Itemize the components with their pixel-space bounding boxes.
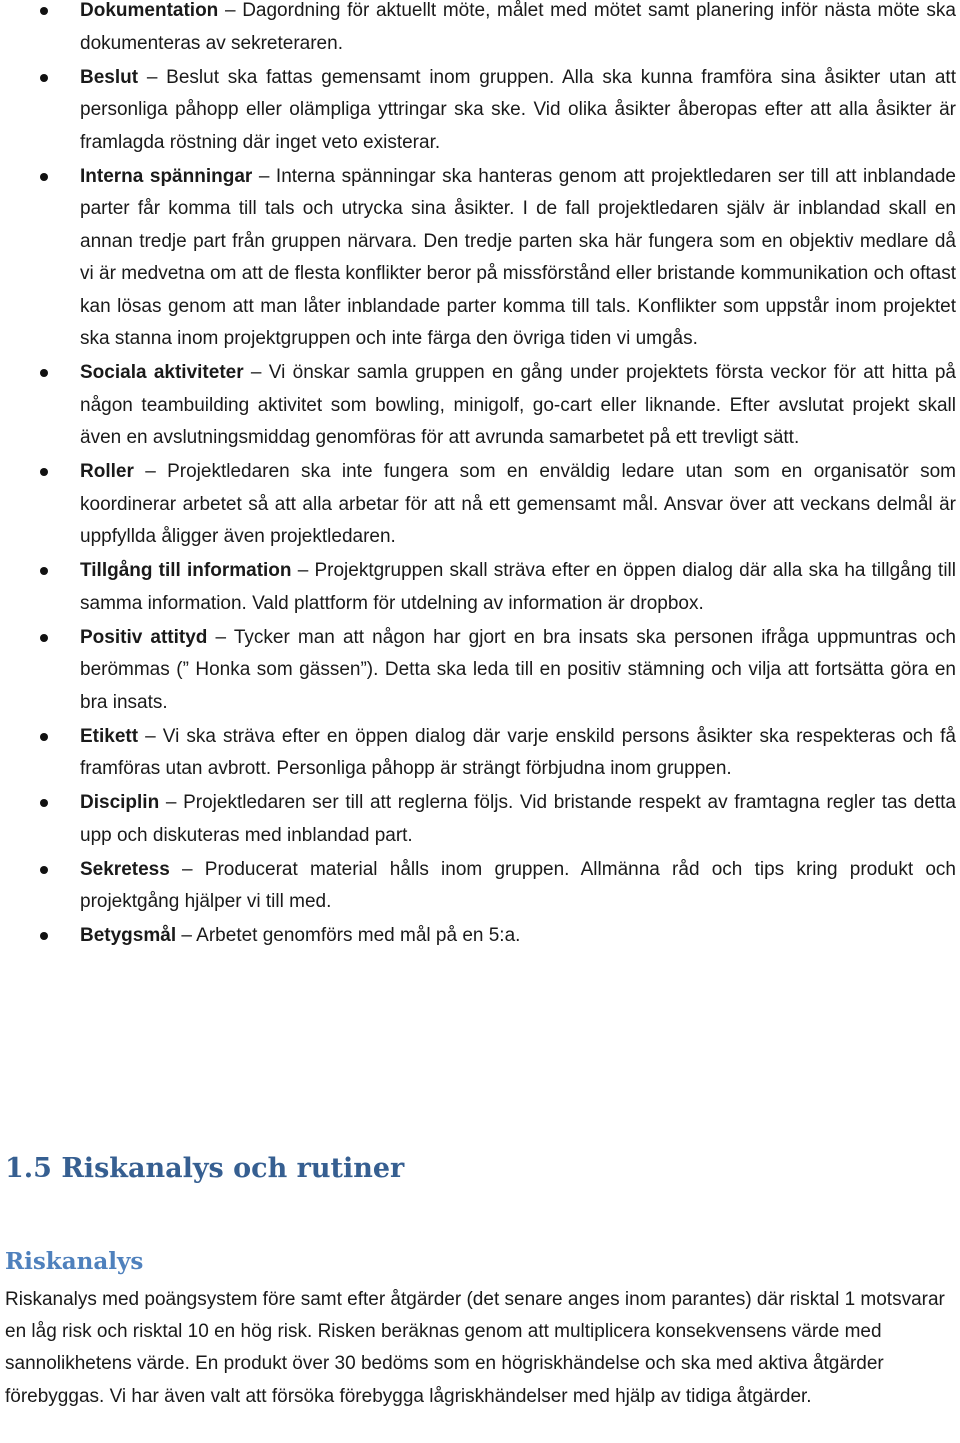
rule-term: Betygsmål bbox=[80, 925, 177, 946]
bullet-icon bbox=[40, 866, 48, 874]
rule-term: Dokumentation bbox=[80, 0, 219, 21]
section-heading: 1.5 Riskanalys och rutiner bbox=[5, 1153, 405, 1184]
bullet-icon bbox=[40, 369, 48, 377]
subsection-heading: Riskanalys bbox=[5, 1248, 144, 1275]
list-item bbox=[0, 161, 960, 356]
rule-term: Roller bbox=[80, 461, 134, 482]
rule-text: – Projektledaren ska inte fungera som en enväldig ledare utan som en organisatör som koordinerar arbetet så att alla arbetar för att nå ett gemensamt mål. Ansvar över att veckans delmål är uppfyllda åligger även projektledaren. bbox=[80, 461, 956, 547]
bullet-icon bbox=[40, 733, 48, 741]
bullet-icon bbox=[40, 932, 48, 940]
rule-term: Etikett bbox=[80, 725, 139, 747]
list-item bbox=[0, 62, 960, 160]
bullet-icon bbox=[40, 7, 48, 15]
rule-text: – Beslut ska fattas gemensamt inom gruppen. Alla ska kunna framföra sina åsikter utan att personliga påhopp eller olämpliga yttringar ska ske. Vid olika åsikter åberopas efter att alla åsikter är framlagda röstning där inget veto existerar. bbox=[80, 66, 956, 153]
bullet-icon bbox=[40, 74, 48, 82]
bullet-icon bbox=[40, 468, 48, 476]
bullet-icon bbox=[40, 567, 48, 575]
rule-text: – Dagordning för aktuellt möte, målet med mötet samt planering inför nästa möte ska dokumenteras av sekreteraren. bbox=[80, 0, 956, 54]
bullet-icon bbox=[40, 173, 48, 181]
list-item bbox=[0, 622, 960, 720]
list-item bbox=[0, 357, 960, 455]
body-paragraph: Riskanalys med poängsystem före samt efter åtgärder (det senare anges inom parantes) där risktal 1 motsvarar en låg risk och risktal 10 en hög risk. Risken beräknas genom att multiplicera konsekvensens värde med sannolikhetens värde. En produkt över 30 bedöms som en högriskhändelse och ska med aktiva åtgärder förebyggas. Vi har även valt att försöka förebygga lågriskhändelser med hjälp av tidiga åtgärder. bbox=[5, 1289, 945, 1407]
rule-text: – Projektledaren ser till att reglerna följs. Vid bristande respekt av framtagna regler tas detta upp och diskuteras med inblandad part. bbox=[80, 792, 956, 846]
list-item bbox=[0, 721, 960, 786]
list-item bbox=[0, 456, 960, 554]
rule-text: – Projektgruppen skall sträva efter en öppen dialog där alla ska ha tillgång till samma information. Vald plattform för utdelning av information är dropbox. bbox=[80, 560, 956, 614]
rule-term: Tillgång till information bbox=[80, 560, 292, 581]
bullet-icon bbox=[40, 799, 48, 807]
rule-term: Sekretess bbox=[80, 858, 170, 880]
list-item bbox=[0, 787, 960, 852]
rule-text: – Interna spänningar ska hanteras genom att projektledaren ser till att inblandade parter får komma till tals och utrycka sina åsikter. I de fall projektledaren själv är inblandad skall en annan tredje part från gruppen närvara. Den tredje parten ska här fungera som en objektiv medlare då vi är medvetna om att de flesta konflikter beror på missförstånd eller bristande kommunikation och oftast kan lösas genom att man låter inblandade parter komma till tals. Konflikter som uppstår inom projektet ska stanna inom projektgruppen och inte färga den övriga tiden vi umgås. bbox=[80, 165, 956, 349]
rule-term: Sociala aktiviteter bbox=[80, 362, 244, 383]
rule-text: – Vi ska sträva efter en öppen dialog där varje enskild persons åsikter ska respekteras och få framföras utan avbrott. Personliga påhopp är strängt förbjudna inom gruppen. bbox=[80, 725, 956, 779]
rule-term: Interna spänningar bbox=[80, 165, 253, 187]
list-item bbox=[0, 920, 960, 953]
rule-term: Positiv attityd bbox=[80, 626, 208, 648]
bullet-icon bbox=[40, 634, 48, 642]
rule-text: – Tycker man att någon har gjort en bra insats ska personen ifråga uppmuntras och berömmas (” Honka som gässen”). Detta ska leda till en positiv stämning och vilja att fortsätta göra en bra insats. bbox=[80, 626, 956, 713]
rule-text: – Arbetet genomförs med mål på en 5:a. bbox=[176, 925, 521, 946]
rule-term: Beslut bbox=[80, 66, 139, 88]
rule-text: – Vi önskar samla gruppen en gång under projektets första veckor för att hitta på någon teambuilding aktivitet som bowling, minigolf, go-cart eller liknande. Efter avslutat projekt skall även en avslutningsmiddag genomföras för att avrunda samarbetet på ett trevligt sätt. bbox=[80, 362, 956, 448]
list-item bbox=[0, 854, 960, 919]
rule-text: – Producerat material hålls inom gruppen. Allmänna råd och tips kring produkt och projektgång hjälper vi till med. bbox=[80, 858, 956, 912]
rule-term: Disciplin bbox=[80, 792, 160, 813]
list-item bbox=[0, 0, 960, 60]
list-item bbox=[0, 555, 960, 620]
